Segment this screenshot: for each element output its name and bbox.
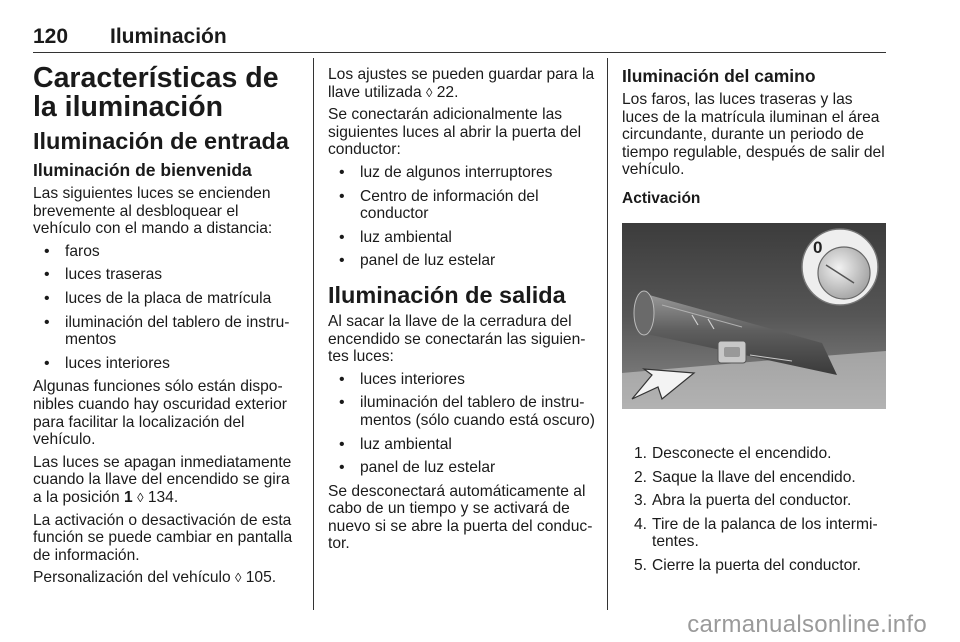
list-item: • luces traseras bbox=[33, 266, 298, 284]
list-item: • luces interiores bbox=[33, 355, 298, 373]
chapter-title: Iluminación bbox=[110, 25, 227, 48]
page-reference-icon: ◊ bbox=[425, 84, 433, 100]
subsection-heading: Iluminación de bienvenida bbox=[33, 160, 252, 180]
page-reference[interactable]: 105. bbox=[241, 569, 277, 587]
watermark: carmanualsonline.info bbox=[687, 611, 927, 638]
step-number: 5. bbox=[633, 556, 647, 574]
list-item bbox=[622, 492, 888, 510]
key-position: 1 bbox=[124, 488, 133, 506]
paragraph: Los faros, las luces traseras y las luces de la matrícula iluminan el área circundante, durante un periodo de tiempo regulable, después de salir del vehículo. bbox=[622, 91, 885, 179]
paragraph bbox=[33, 454, 298, 507]
list-item: • luz ambiental bbox=[328, 229, 595, 247]
step-number: 2. bbox=[633, 468, 647, 486]
column-2 bbox=[328, 60, 595, 558]
list-item: • iluminación del tablero de instru-mentos (sólo cuando está oscuro) bbox=[328, 394, 595, 429]
light-stalk-illustration bbox=[622, 223, 886, 409]
bullet-list bbox=[328, 164, 595, 270]
list-item bbox=[622, 516, 888, 551]
list-item: • faros bbox=[33, 243, 298, 261]
paragraph-text: Las luces se apagan inmediatamente cuando la llave del encendido se gira a la posición bbox=[33, 453, 292, 506]
list-item bbox=[622, 469, 888, 487]
step-text: Desconecte el encendido. bbox=[652, 444, 832, 462]
paragraph: La activación o desactivación de esta función se puede cambiar en pantalla de información. bbox=[33, 511, 293, 564]
list-item: • panel de luz estelar bbox=[328, 459, 595, 477]
step-text: Saque la llave del encendido. bbox=[652, 468, 856, 486]
paragraph: Algunas funciones sólo están dispo-nibles cuando hay oscuridad exterior para facilitar la localización del vehículo. bbox=[33, 378, 287, 449]
list-item: • luces interiores bbox=[328, 371, 595, 389]
page-reference[interactable]: 134. bbox=[143, 488, 179, 506]
list-item: • Centro de información del conductor bbox=[328, 188, 595, 223]
column-divider bbox=[313, 58, 314, 610]
list-item: • panel de luz estelar bbox=[328, 252, 595, 270]
list-item: • luz de algunos interruptores bbox=[328, 164, 595, 182]
step-number: 4. bbox=[633, 515, 647, 533]
step-number: 1. bbox=[633, 444, 647, 462]
list-item bbox=[622, 557, 888, 575]
section-heading: Iluminación de salida bbox=[328, 281, 566, 308]
step-text: Abra la puerta del conductor. bbox=[652, 492, 852, 510]
section-heading: Iluminación de entrada bbox=[33, 128, 289, 154]
column-divider bbox=[607, 58, 608, 610]
paragraph bbox=[33, 569, 298, 587]
paragraph: Al sacar la llave de la cerradura del encendido se conectarán las siguien-tes luces: bbox=[328, 312, 586, 366]
paragraph-text: Los ajustes se pueden guardar para la llave utilizada bbox=[328, 66, 595, 101]
paragraph: Se desconectará automáticamente al cabo de un tiempo y se activará de nuevo si se abre la puerta del conduc-tor. bbox=[328, 482, 593, 553]
paragraph-text: Personalización del vehículo bbox=[33, 569, 235, 587]
page-reference[interactable]: 22. bbox=[432, 83, 459, 101]
subsection-heading: Iluminación del camino bbox=[622, 66, 816, 86]
activation-heading: Activación bbox=[622, 189, 701, 207]
paragraph: Las siguientes luces se encienden brevemente al desbloquear el vehículo con el mando a distancia: bbox=[33, 185, 273, 238]
page-header bbox=[33, 22, 886, 53]
list-item: • luz ambiental bbox=[328, 436, 595, 454]
page-number: 120 bbox=[33, 25, 69, 48]
bullet-list bbox=[33, 243, 298, 373]
step-number: 3. bbox=[633, 492, 647, 510]
list-item: • luces de la placa de matrícula bbox=[33, 290, 298, 308]
section-title: Características de la iluminación bbox=[33, 62, 279, 123]
step-text: Tire de la palanca de los intermi-tentes. bbox=[652, 515, 878, 551]
step-text: Cierre la puerta del conductor. bbox=[652, 556, 861, 574]
paragraph: Se conectarán adicionalmente las siguientes luces al abrir la puerta del conductor: bbox=[328, 106, 582, 159]
bullet-list bbox=[328, 371, 595, 477]
paragraph bbox=[328, 66, 595, 101]
list-item: • iluminación del tablero de instru-mentos bbox=[33, 314, 298, 349]
page-reference-icon: ◊ bbox=[137, 489, 144, 505]
list-item bbox=[622, 445, 888, 463]
dial-label: 0 bbox=[813, 237, 823, 257]
column-1 bbox=[33, 60, 298, 592]
steps-list bbox=[622, 445, 888, 575]
column-3 bbox=[622, 60, 888, 581]
page-reference-icon: ◊ bbox=[234, 570, 242, 586]
